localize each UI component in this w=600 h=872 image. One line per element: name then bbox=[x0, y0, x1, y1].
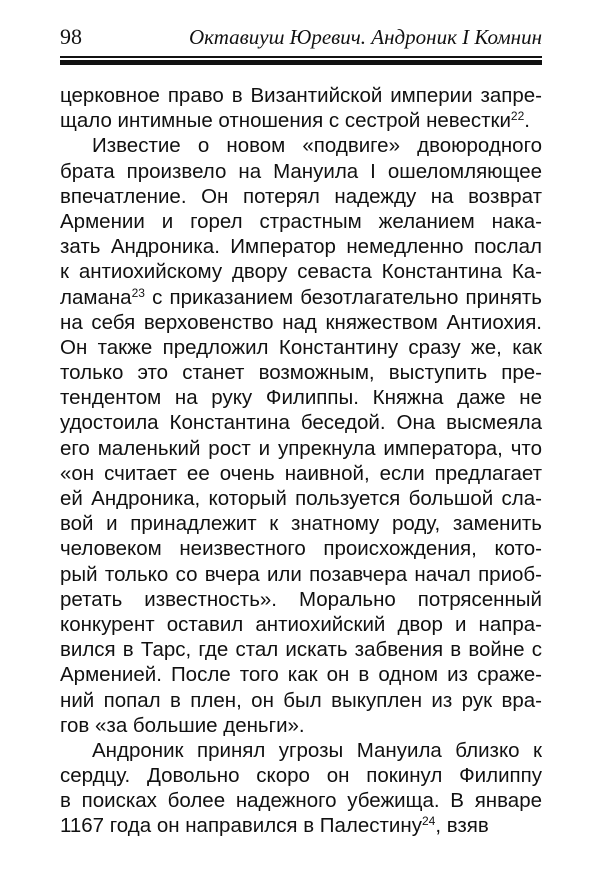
footnote-ref: 23 bbox=[131, 285, 145, 300]
text-line bbox=[60, 788, 542, 813]
text-line bbox=[60, 360, 542, 385]
text-line bbox=[60, 713, 542, 738]
text-line bbox=[60, 385, 542, 410]
text-line bbox=[60, 511, 542, 536]
text-line bbox=[60, 637, 542, 662]
text-line bbox=[60, 562, 542, 587]
line-text: к антиохийскому двору севаста Константина Ка- bbox=[60, 260, 542, 284]
text-line bbox=[60, 108, 542, 133]
text-line bbox=[60, 410, 542, 435]
line-text: рый только со вчера или позавчера начал приоб- bbox=[60, 562, 542, 586]
header-rule-thick bbox=[60, 60, 542, 65]
line-text: гов «за большие деньги». bbox=[60, 713, 305, 737]
text-line bbox=[60, 335, 542, 360]
text-line bbox=[60, 536, 542, 561]
line-text: тендентом на руку Филиппы. Княжна даже не bbox=[60, 386, 542, 410]
text-line bbox=[60, 612, 542, 637]
text-line bbox=[60, 813, 542, 838]
text-line bbox=[60, 259, 542, 284]
text-line bbox=[60, 234, 542, 259]
line-text: ретать известность». Морально потрясенный bbox=[60, 587, 542, 611]
line-text: Арменией. После того как он в одном из сраже- bbox=[60, 663, 542, 687]
line-text: «он считает ее очень наивной, если предлагает bbox=[60, 461, 542, 485]
line-text: Известие о новом «подвиге» двоюродного bbox=[92, 134, 542, 158]
page-number: 98 bbox=[60, 24, 82, 49]
line-text: вой и принадлежит к знатному роду, заменить bbox=[60, 512, 542, 536]
line-text: 1167 года он направился в Палестину bbox=[60, 814, 422, 838]
line-text: Он также предложил Константину сразу же, как bbox=[60, 335, 542, 359]
line-text: церковное право в Византийской империи запре- bbox=[60, 84, 542, 107]
text-line bbox=[60, 763, 542, 788]
line-text-continued: . bbox=[524, 109, 530, 133]
text-line bbox=[60, 209, 542, 234]
text-line bbox=[60, 688, 542, 713]
running-head bbox=[60, 22, 542, 52]
text-line bbox=[60, 184, 542, 209]
line-text: зать Андроника. Император немедленно послал bbox=[60, 235, 542, 259]
line-text: его маленький рост и упрекнула императора, что bbox=[60, 436, 542, 460]
line-text: ламана bbox=[60, 285, 132, 309]
text-line bbox=[60, 285, 542, 310]
line-text-continued: , взяв bbox=[435, 814, 489, 838]
paragraph bbox=[60, 738, 542, 839]
text-line bbox=[60, 159, 542, 184]
text-line bbox=[60, 461, 542, 486]
text-line bbox=[60, 436, 542, 461]
text-line bbox=[60, 486, 542, 511]
text-line bbox=[60, 662, 542, 687]
line-text: ний попал в плен, он был выкуплен из рук вра- bbox=[60, 688, 542, 712]
line-text: на себя верховенство над княжеством Антиохия. bbox=[60, 310, 542, 334]
line-text: сердцу. Довольно скоро он покинул Филиппу bbox=[60, 764, 542, 788]
line-text: в поисках более надежного убежища. В январе bbox=[60, 789, 542, 813]
paragraph bbox=[60, 133, 542, 738]
line-text-continued: с приказанием безотлагательно принять bbox=[144, 285, 542, 309]
text-line bbox=[60, 133, 542, 158]
line-text: конкурент оставил антиохийский двор и напра- bbox=[60, 612, 542, 636]
text-line bbox=[60, 738, 542, 763]
line-text: щало интимные отношения с сестрой невестки bbox=[60, 109, 511, 133]
line-text: брата произвело на Мануила I ошеломляющее bbox=[60, 159, 542, 183]
running-title: Октавиуш Юревич. Андроник I Комнин bbox=[189, 25, 542, 49]
line-text: впечатление. Он потерял надежду на возврат bbox=[60, 184, 542, 208]
line-text: удостоила Константина беседой. Она высмеяла bbox=[60, 411, 542, 435]
body-text bbox=[60, 83, 542, 839]
line-text: ей Андроника, который пользуется большой сла- bbox=[60, 487, 542, 510]
paragraph bbox=[60, 83, 542, 133]
line-text: вился в Тарс, где стал искать забвения в войне с bbox=[60, 638, 542, 662]
footnote-ref: 22 bbox=[510, 109, 525, 124]
line-text: человеком неизвестного происхождения, кото- bbox=[60, 537, 542, 561]
line-text: Армении и горел страстным желанием нака- bbox=[60, 209, 542, 233]
header-rule-thin bbox=[60, 56, 542, 58]
footnote-ref: 24 bbox=[421, 814, 436, 829]
line-text: только это станет возможным, выступить пре- bbox=[60, 361, 542, 385]
text-line bbox=[60, 587, 542, 612]
text-line bbox=[60, 310, 542, 335]
line-text: Андроник принял угрозы Мануила близко к bbox=[92, 738, 542, 762]
text-line bbox=[60, 83, 542, 108]
